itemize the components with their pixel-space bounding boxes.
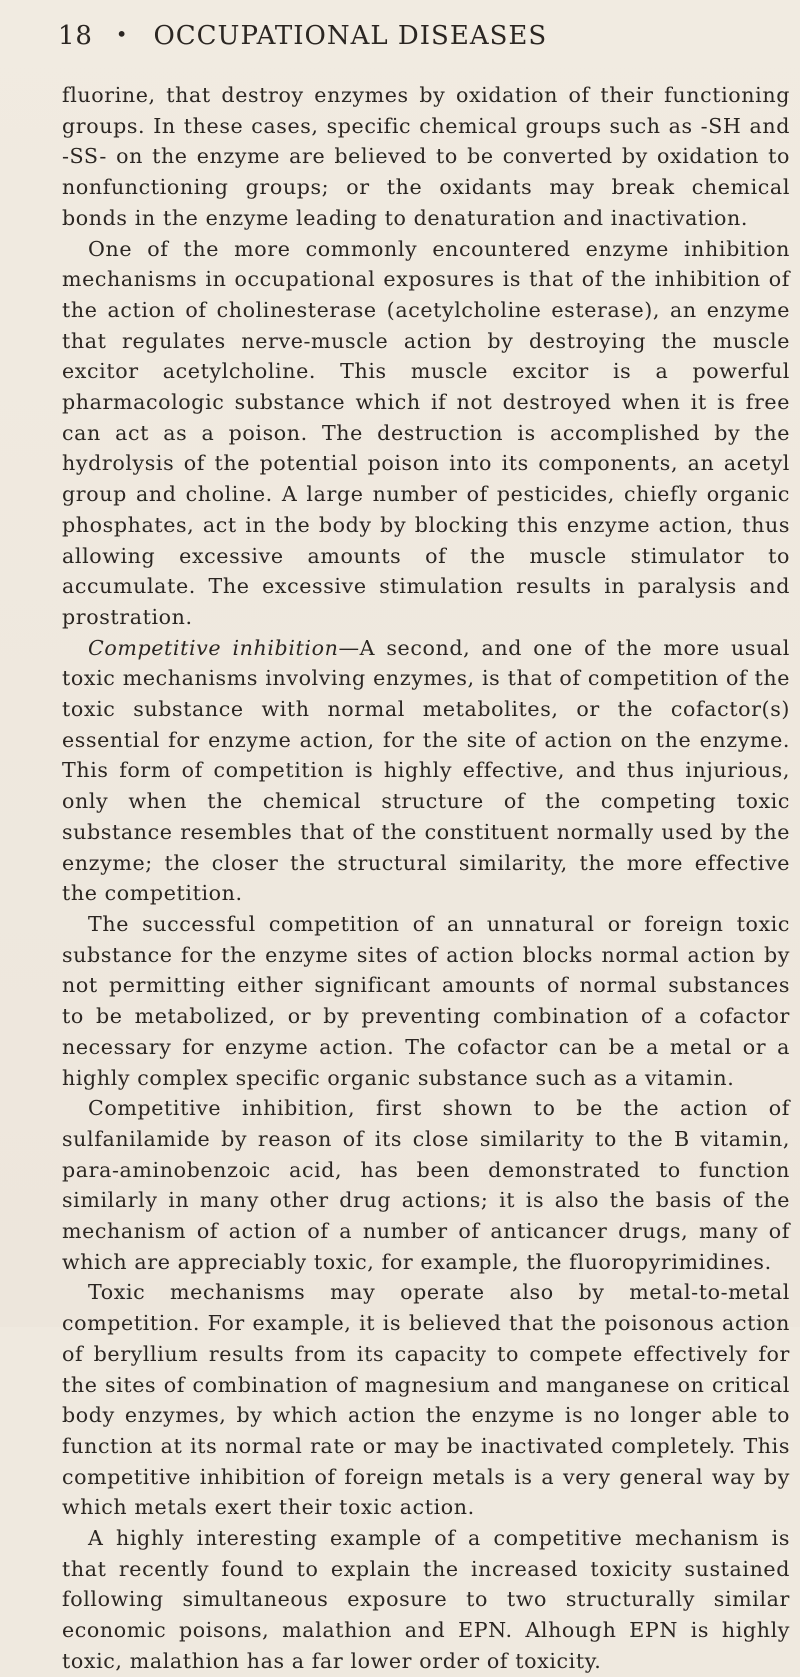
section-run-in-heading: Competitive inhibition: [88, 635, 339, 660]
paragraph-foreign-substance: [62, 909, 790, 1093]
paragraph-text: fluorine, that destroy enzymes by oxidation of their functioning groups. In these cases, specific chemical groups such as -SH and -SS- on the enzyme are believed to be converted by oxidation to nonfunctioning groups; or the oxidants may break chemical bonds in the enzyme leading to denaturation and inactivation.: [62, 83, 790, 230]
page-number: 18: [58, 21, 93, 51]
paragraph-continued: [62, 80, 790, 234]
paragraph-text: A highly interesting example of a competitive mechanism is that recently found to explain the increased toxicity sustained following simultaneous exposure to two structurally similar economic poisons, malathion and EPN. Alhough EPN is highly toxic, malathion has a far lower order of toxicity.: [62, 1526, 790, 1673]
paragraph-text: Toxic mechanisms may operate also by metal-to-metal competition. For example, it is believed that the poisonous action of beryllium results from its capacity to compete effectively for the sites of combination of magnesium and manganese on critical body enzymes, by which action the enzyme is no longer able to function at its normal rate or may be inactivated completely. This competitive inhibition of foreign metals is a very general way by which metals exert their toxic action.: [62, 1280, 790, 1520]
paragraph-cholinesterase: [62, 234, 790, 633]
paragraph-metal-competition: [62, 1277, 790, 1523]
paragraph-malathion-epn: [62, 1523, 790, 1677]
body-text: [62, 80, 790, 1677]
paragraph-text: The successful competition of an unnatural or foreign toxic substance for the enzyme sites of action blocks normal action by not permitting either significant amounts of normal substances to be metabolized, or by preventing combination of a cofactor necessary for enzyme action. The cofactor can be a metal or a highly complex specific organic substance such as a vitamin.: [62, 911, 790, 1090]
bullet-separator: •: [115, 22, 129, 46]
running-head-title: OCCUPATIONAL DISEASES: [153, 21, 548, 51]
paragraph-text: One of the more commonly encountered enzyme inhibition mechanisms in occupational exposures is that of the inhibition of the action of cholinesterase (acetylcholine esterase), an enzyme that regulates nerve-muscle action by destroying the muscle excitor acetylcholine. This muscle excitor is a powerful pharmacologic substance which if not destroyed when it is free can act as a poison. The destruction is accomplished by the hydrolysis of the potential poison into its components, an acetyl group and choline. A large number of pesticides, chiefly organic phosphates, act in the body by blocking this enzyme action, thus allowing excessive amounts of the muscle stimulator to accumulate. The excessive stimulation results in paralysis and prostration.: [62, 236, 790, 629]
paragraph-sulfanilamide: [62, 1093, 790, 1277]
paragraph-text: Competitive inhibition, first shown to be the action of sulfanilamide by reason of its close similarity to the B vitamin, para-aminobenzoic acid, has been demonstrated to function similarly in many other drug actions; it is also the basis of the mechanism of action of a number of anticancer drugs, many of which are appreciably toxic, for example, the fluoropyrimidines.: [62, 1096, 790, 1274]
running-head: [58, 14, 778, 56]
paragraph-competitive-inhibition: [62, 633, 790, 909]
paragraph-text: —A second, and one of the more usual toxic mechanisms involving enzymes, is that of competition of the toxic substance with normal metabolites, or the cofactor(s) essential for enzyme action, for the site of action on the enzyme. This form of competition is highly effective, and thus injurious, only when the chemical structure of the competing toxic substance resembles that of the constituent normally used by the enzyme; the closer the structural similarity, the more effective the competition.: [62, 635, 790, 906]
